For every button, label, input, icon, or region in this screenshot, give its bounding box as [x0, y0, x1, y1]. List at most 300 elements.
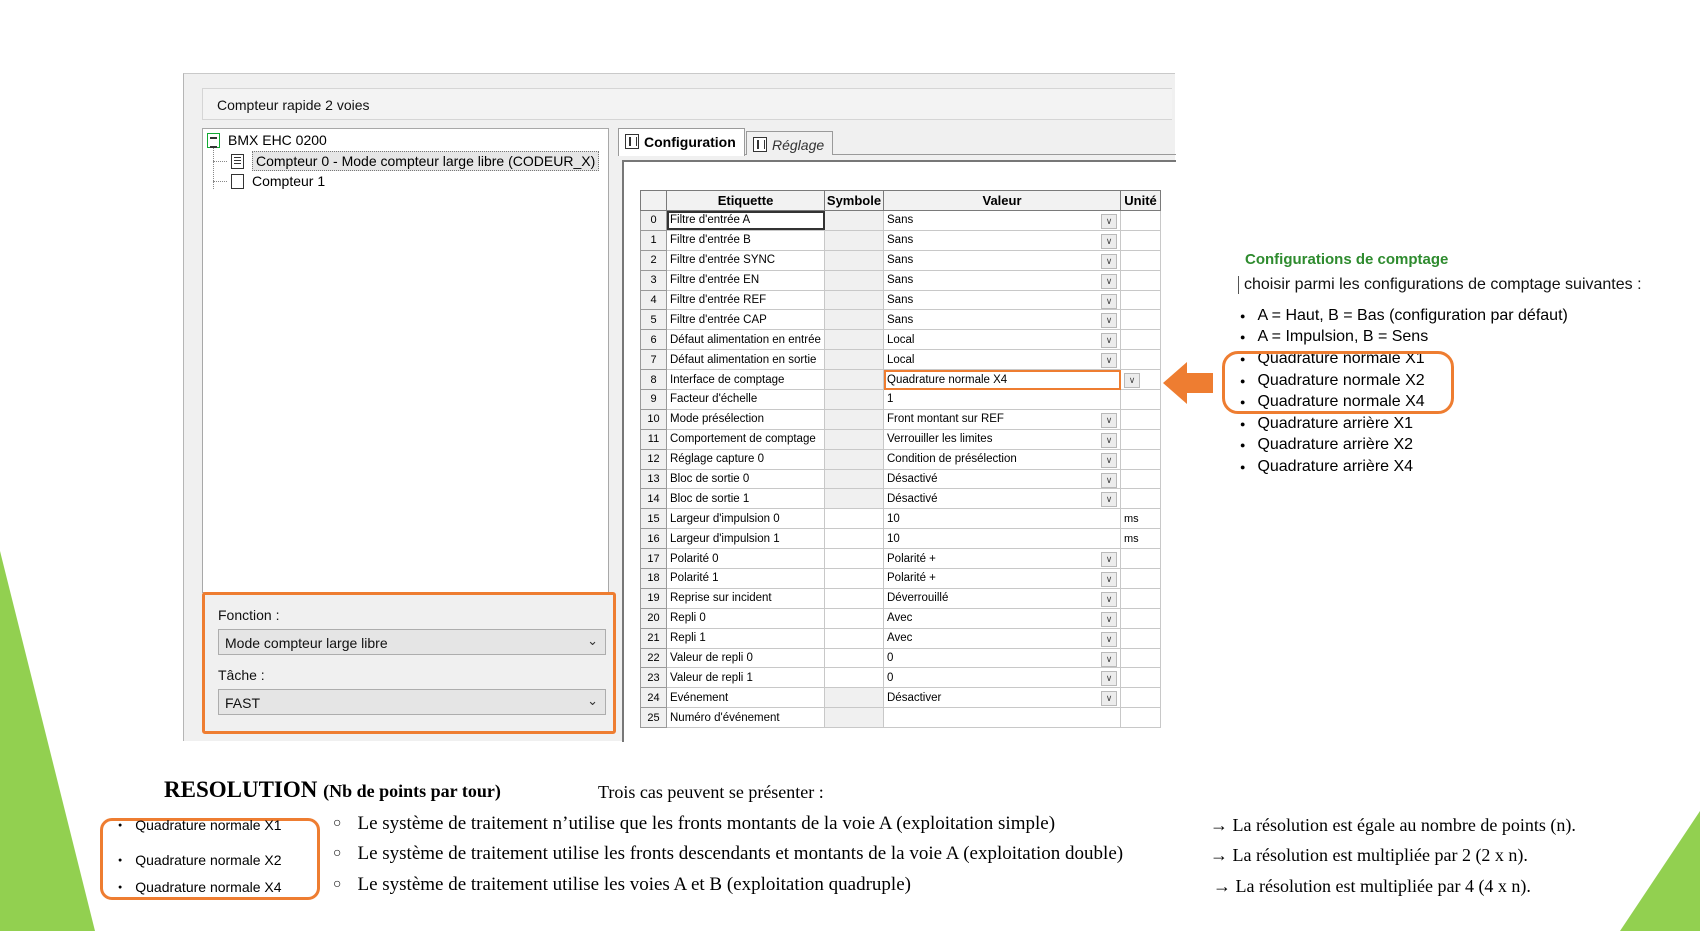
table-row[interactable]	[641, 469, 1161, 489]
list-item: ● Quadrature normale X1	[118, 817, 282, 833]
etiquette-cell[interactable]	[667, 469, 825, 489]
list-item: ● Quadrature normale X1	[1240, 348, 1568, 370]
etiquette-cell-text: Filtre d'entrée EN	[670, 274, 760, 287]
table-row[interactable]	[641, 290, 1161, 310]
case-item	[333, 843, 1123, 865]
table-row[interactable]	[641, 648, 1161, 668]
parameter-table	[640, 190, 1161, 728]
valeur-cell-text: 0	[887, 652, 894, 665]
row-index-cell-text: 7	[650, 353, 657, 366]
etiquette-cell[interactable]	[667, 270, 825, 290]
dropdown-chevron-icon[interactable]: ∨	[1101, 294, 1117, 309]
fonction-select[interactable]	[218, 629, 606, 655]
valeur-cell[interactable]	[884, 549, 1121, 569]
etiquette-cell[interactable]	[667, 708, 825, 728]
symbole-cell[interactable]	[825, 708, 884, 728]
row-index-cell-text: 10	[647, 413, 660, 426]
unite-cell	[1121, 330, 1161, 350]
etiquette-cell[interactable]	[667, 330, 825, 350]
row-index-cell-text: 17	[647, 552, 660, 565]
etiquette-cell[interactable]	[667, 409, 825, 429]
table-row[interactable]	[641, 569, 1161, 589]
valeur-cell[interactable]	[884, 211, 1121, 231]
etiquette-cell[interactable]	[667, 449, 825, 469]
etiquette-cell[interactable]	[667, 290, 825, 310]
row-index-cell	[641, 390, 667, 410]
etiquette-cell[interactable]	[667, 569, 825, 589]
etiquette-cell-text: Repli 1	[670, 632, 706, 645]
row-index-cell-text: 6	[650, 333, 657, 346]
dropdown-chevron-icon[interactable]: ∨	[1101, 572, 1117, 587]
valeur-cell-text: Sans	[887, 254, 914, 267]
row-index-cell	[641, 270, 667, 290]
etiquette-cell-text: Comportement de comptage	[670, 433, 816, 446]
valeur-cell[interactable]	[884, 489, 1121, 509]
etiquette-cell-text: Valeur de repli 1	[670, 671, 753, 684]
valeur-cell[interactable]	[884, 509, 1121, 529]
table-row[interactable]	[641, 608, 1161, 628]
etiquette-cell[interactable]	[667, 350, 825, 370]
row-index-cell-text: 20	[647, 612, 660, 625]
unite-cell	[1121, 648, 1161, 668]
dropdown-chevron-icon[interactable]: ∨	[1101, 214, 1117, 229]
fonction-value: Mode compteur large libre	[225, 635, 388, 651]
row-index-cell-text: 16	[647, 532, 660, 545]
etiquette-cell-text: Numéro d'événement	[670, 711, 780, 724]
tree-root-label: BMX EHC 0200	[228, 132, 327, 148]
valeur-cell-text: Verrouiller les limites	[887, 433, 993, 446]
symbole-cell[interactable]	[825, 549, 884, 569]
row-index-cell-text: 12	[647, 453, 660, 466]
unite-cell	[1121, 310, 1161, 330]
row-index-cell	[641, 668, 667, 688]
valeur-cell[interactable]	[884, 270, 1121, 290]
row-index-cell-text: 24	[647, 691, 660, 704]
table-row[interactable]	[641, 429, 1161, 449]
dropdown-chevron-icon[interactable]: ∨	[1101, 652, 1117, 667]
col-header-etiquette[interactable]: Etiquette	[667, 191, 825, 211]
table-row[interactable]	[641, 350, 1161, 370]
symbole-cell[interactable]	[825, 409, 884, 429]
dropdown-chevron-icon[interactable]: ∨	[1101, 254, 1117, 269]
etiquette-cell-text: Défaut alimentation en entrée	[670, 333, 821, 346]
etiquette-cell[interactable]	[667, 489, 825, 509]
tree-item-label: Compteur 1	[252, 173, 326, 189]
unite-cell	[1121, 569, 1161, 589]
etiquette-cell[interactable]	[667, 509, 825, 529]
symbole-cell[interactable]	[825, 250, 884, 270]
col-header-symbole[interactable]: Symbole	[825, 191, 884, 211]
table-row[interactable]	[641, 529, 1161, 549]
symbole-cell[interactable]	[825, 370, 884, 390]
unite-cell	[1121, 409, 1161, 429]
configuration-panel	[622, 160, 1176, 742]
tab-reglage[interactable]	[746, 131, 833, 155]
valeur-cell-text: 10	[887, 512, 900, 525]
etiquette-cell-text: Repli 0	[670, 612, 706, 625]
reglage-icon	[753, 137, 767, 152]
table-row[interactable]	[641, 409, 1161, 429]
valeur-cell[interactable]	[884, 330, 1121, 350]
dropdown-chevron-icon[interactable]: ∨	[1101, 413, 1117, 428]
row-index-cell-text: 19	[647, 592, 660, 605]
etiquette-cell[interactable]	[667, 230, 825, 250]
unite-cell	[1121, 688, 1161, 708]
tab-label: Réglage	[772, 137, 825, 153]
unite-cell	[1121, 449, 1161, 469]
tache-value: FAST	[225, 695, 261, 711]
row-index-cell	[641, 230, 667, 250]
table-row[interactable]	[641, 489, 1161, 509]
unite-cell	[1121, 628, 1161, 648]
etiquette-cell-text: Facteur d'échelle	[670, 393, 758, 406]
function-task-panel	[202, 592, 616, 734]
valeur-cell[interactable]	[884, 370, 1136, 390]
symbole-cell[interactable]	[825, 310, 884, 330]
table-row[interactable]	[641, 668, 1161, 688]
dropdown-chevron-icon[interactable]: ∨	[1101, 274, 1117, 289]
row-index-cell	[641, 648, 667, 668]
list-item: ● A = Impulsion, B = Sens	[1240, 327, 1568, 349]
row-index-cell	[641, 569, 667, 589]
symbole-cell[interactable]	[825, 350, 884, 370]
etiquette-cell[interactable]	[667, 370, 825, 390]
list-item: ● Quadrature normale X4	[1240, 391, 1568, 413]
result-text: → La résolution est multipliée par 2 (2 x n).	[1210, 845, 1528, 865]
unite-cell	[1121, 529, 1161, 549]
row-index-cell-text: 21	[647, 632, 660, 645]
etiquette-cell[interactable]	[667, 429, 825, 449]
row-index-cell-text: 15	[647, 512, 660, 525]
dialog-header	[202, 88, 1172, 120]
unite-cell	[1121, 230, 1161, 250]
tache-select[interactable]	[218, 689, 606, 715]
quadrature-highlight-box	[1222, 351, 1454, 414]
col-header-index	[641, 191, 667, 211]
tab-configuration[interactable]	[618, 128, 745, 156]
dropdown-chevron-icon[interactable]: ∨	[1101, 691, 1117, 706]
unite-cell	[1121, 270, 1161, 290]
arrow-left-icon	[1163, 358, 1213, 408]
table-row[interactable]	[641, 509, 1161, 529]
table-row[interactable]	[641, 688, 1161, 708]
etiquette-cell[interactable]	[667, 390, 825, 410]
unite-cell	[1121, 390, 1161, 410]
valeur-cell[interactable]	[884, 708, 1121, 728]
valeur-cell-text: Local	[887, 333, 915, 346]
tree-root[interactable]	[207, 132, 327, 148]
col-header-unite[interactable]: Unité	[1121, 191, 1161, 211]
table-row[interactable]	[641, 628, 1161, 648]
list-item: ● Quadrature arrière X4	[1240, 456, 1568, 478]
valeur-cell[interactable]	[884, 429, 1121, 449]
tree-item-label: Compteur 0 - Mode compteur large libre (CODEUR_X)	[252, 151, 599, 171]
symbole-cell[interactable]	[825, 648, 884, 668]
row-index-cell	[641, 409, 667, 429]
etiquette-cell-text: Polarité 0	[670, 552, 719, 565]
symbole-cell[interactable]	[825, 390, 884, 410]
valeur-cell-text: Sans	[887, 214, 914, 227]
symbole-cell[interactable]	[825, 469, 884, 489]
unite-cell	[1121, 608, 1161, 628]
valeur-cell-text: Front montant sur REF	[887, 413, 1004, 426]
etiquette-cell[interactable]	[667, 310, 825, 330]
symbole-cell[interactable]	[825, 608, 884, 628]
symbole-cell[interactable]	[825, 688, 884, 708]
dropdown-chevron-icon[interactable]: ∨	[1101, 492, 1117, 507]
row-index-cell	[641, 350, 667, 370]
valeur-cell[interactable]	[884, 350, 1121, 370]
etiquette-cell-text: Polarité 1	[670, 572, 719, 585]
list-item: ● Quadrature normale X2	[118, 852, 282, 868]
table-row[interactable]	[641, 250, 1161, 270]
dropdown-chevron-icon[interactable]: ∨	[1101, 552, 1117, 567]
valeur-cell[interactable]	[884, 529, 1121, 549]
unite-cell	[1121, 429, 1161, 449]
row-index-cell	[641, 688, 667, 708]
table-header-row	[641, 191, 1161, 211]
unite-cell	[1121, 211, 1161, 231]
valeur-cell[interactable]	[884, 290, 1121, 310]
unite-cell	[1121, 489, 1161, 509]
valeur-cell-text: Sans	[887, 274, 914, 287]
table-row[interactable]	[641, 270, 1161, 290]
dropdown-chevron-icon[interactable]: ∨	[1124, 373, 1140, 388]
unite-cell	[1121, 668, 1161, 688]
etiquette-cell[interactable]	[667, 250, 825, 270]
etiquette-cell-text: Mode présélection	[670, 413, 764, 426]
table-row[interactable]	[641, 310, 1161, 330]
table-row[interactable]	[641, 330, 1161, 350]
col-header-valeur[interactable]: Valeur	[884, 191, 1121, 211]
symbole-cell[interactable]	[825, 489, 884, 509]
dropdown-chevron-icon[interactable]: ∨	[1101, 612, 1117, 627]
dropdown-chevron-icon[interactable]: ∨	[1101, 632, 1117, 647]
table-body	[641, 211, 1161, 728]
etiquette-cell[interactable]	[667, 688, 825, 708]
table-row[interactable]	[641, 230, 1161, 250]
row-index-cell-text: 18	[647, 572, 660, 585]
circle-bullet-icon: ○	[333, 816, 342, 831]
dropdown-chevron-icon[interactable]: ∨	[1101, 313, 1117, 328]
symbole-cell[interactable]	[825, 509, 884, 529]
row-index-cell-text: 9	[650, 393, 657, 406]
list-item: ● Quadrature normale X2	[1240, 370, 1568, 392]
valeur-cell[interactable]	[884, 230, 1121, 250]
valeur-cell[interactable]	[884, 409, 1121, 429]
valeur-cell-text: Sans	[887, 313, 914, 326]
etiquette-cell[interactable]	[667, 668, 825, 688]
valeur-cell-text: Avec	[887, 612, 913, 625]
valeur-cell[interactable]	[884, 390, 1121, 410]
valeur-cell[interactable]	[884, 250, 1121, 270]
counting-config-intro: choisir parmi les configurations de comptage suivantes :	[1238, 276, 1642, 294]
list-item: ● Quadrature arrière X1	[1240, 413, 1568, 435]
cases-intro: Trois cas peuvent se présenter :	[598, 782, 824, 802]
valeur-cell[interactable]	[884, 648, 1121, 668]
module-tree	[202, 128, 609, 593]
row-index-cell	[641, 708, 667, 728]
chevron-down-icon: ⌄	[587, 633, 598, 648]
valeur-cell[interactable]	[884, 688, 1121, 708]
case-text: Le système de traitement utilise les fronts descendants et montants de la voie A (exploitation double)	[357, 843, 1124, 864]
row-index-cell-text: 11	[647, 433, 660, 446]
row-index-cell	[641, 549, 667, 569]
row-index-cell	[641, 449, 667, 469]
symbole-cell[interactable]	[825, 588, 884, 608]
document-icon	[231, 174, 244, 189]
symbole-cell[interactable]	[825, 290, 884, 310]
list-item: ● A = Haut, B = Bas (configuration par défaut)	[1240, 305, 1568, 327]
unite-cell-text: ms	[1124, 532, 1139, 545]
dropdown-chevron-icon[interactable]: ∨	[1101, 473, 1117, 488]
fonction-label: Fonction :	[218, 607, 280, 623]
case-text: Le système de traitement utilise les voies A et B (exploitation quadruple)	[357, 874, 911, 895]
etiquette-cell-text: Filtre d'entrée REF	[670, 294, 767, 306]
valeur-cell[interactable]	[884, 469, 1121, 489]
unite-cell	[1121, 250, 1161, 270]
result-text: → La résolution est multipliée par 4 (4 x n).	[1213, 876, 1531, 896]
dropdown-chevron-icon[interactable]: ∨	[1101, 433, 1117, 448]
table-row[interactable]	[641, 549, 1161, 569]
valeur-cell-text: Local	[887, 353, 915, 366]
etiquette-cell-text: Filtre d'entrée A	[670, 214, 751, 227]
symbole-cell[interactable]	[825, 270, 884, 290]
counting-config-title: Configurations de comptage	[1245, 251, 1449, 268]
dropdown-chevron-icon[interactable]: ∨	[1101, 671, 1117, 686]
unite-cell	[1121, 509, 1161, 529]
row-index-cell-text: 22	[647, 652, 660, 665]
table-row[interactable]	[641, 211, 1161, 231]
dropdown-chevron-icon[interactable]: ∨	[1101, 453, 1117, 468]
resolution-subtitle: (Nb de points par tour)	[323, 781, 501, 801]
row-index-cell-text: 13	[647, 473, 660, 486]
valeur-cell-text: 10	[887, 532, 900, 545]
valeur-cell[interactable]	[884, 628, 1121, 648]
valeur-cell-text: Polarité +	[887, 572, 936, 585]
row-index-cell	[641, 310, 667, 330]
etiquette-cell-text: Bloc de sortie 1	[670, 492, 750, 505]
table-row[interactable]	[641, 588, 1161, 608]
valeur-cell-text: Désactivé	[887, 492, 938, 505]
symbole-cell[interactable]	[825, 628, 884, 648]
dropdown-chevron-icon[interactable]: ∨	[1101, 592, 1117, 607]
valeur-cell-text: Déverrouillé	[887, 592, 949, 605]
dropdown-chevron-icon[interactable]: ∨	[1101, 333, 1117, 348]
circle-bullet-icon: ○	[333, 877, 342, 892]
unite-cell	[1121, 290, 1161, 310]
etiquette-cell-text: Filtre d'entrée CAP	[670, 313, 767, 326]
etiquette-cell-text: Valeur de repli 0	[670, 652, 753, 665]
tree-item-compteur-1[interactable]	[231, 173, 325, 189]
row-index-cell	[641, 429, 667, 449]
unite-cell	[1121, 350, 1161, 370]
symbole-cell[interactable]	[825, 569, 884, 589]
symbole-cell[interactable]	[825, 668, 884, 688]
symbole-cell[interactable]	[825, 449, 884, 469]
dropdown-chevron-icon[interactable]: ∨	[1101, 353, 1117, 368]
row-index-cell	[641, 290, 667, 310]
valeur-cell-text: Polarité +	[887, 552, 936, 565]
table-row[interactable]	[641, 449, 1161, 469]
row-index-cell-text: 4	[650, 294, 657, 306]
etiquette-cell-text: Filtre d'entrée B	[670, 234, 751, 247]
valeur-cell[interactable]	[884, 310, 1121, 330]
valeur-cell-text: 1	[887, 393, 894, 406]
table-row[interactable]	[641, 370, 1161, 390]
counter-config-dialog	[183, 73, 1175, 741]
row-index-cell	[641, 211, 667, 231]
symbole-cell[interactable]	[825, 429, 884, 449]
symbole-cell[interactable]	[825, 211, 884, 231]
valeur-cell[interactable]	[884, 569, 1121, 589]
etiquette-cell-text: Reprise sur incident	[670, 592, 772, 605]
unite-cell	[1121, 708, 1161, 728]
etiquette-cell-text: Largeur d'impulsion 0	[670, 512, 780, 525]
etiquette-cell[interactable]	[667, 529, 825, 549]
resolution-title: RESOLUTION	[164, 777, 318, 802]
case-item	[333, 813, 1055, 835]
valeur-cell-text: Condition de présélection	[887, 453, 1017, 466]
symbole-cell[interactable]	[825, 230, 884, 250]
row-index-cell-text: 23	[647, 671, 660, 684]
etiquette-cell[interactable]	[667, 211, 825, 231]
row-index-cell	[641, 469, 667, 489]
valeur-cell[interactable]	[884, 608, 1121, 628]
symbole-cell[interactable]	[825, 330, 884, 350]
valeur-cell[interactable]	[884, 668, 1121, 688]
row-index-cell	[641, 489, 667, 509]
list-item: ● Quadrature arrière X2	[1240, 435, 1568, 457]
tree-item-compteur-0[interactable]	[231, 151, 599, 171]
unite-cell	[1121, 588, 1161, 608]
valeur-cell-text: Sans	[887, 294, 914, 306]
dropdown-chevron-icon[interactable]: ∨	[1101, 234, 1117, 249]
tache-label: Tâche :	[218, 667, 265, 683]
etiquette-cell-text: Evénement	[670, 691, 729, 704]
table-row[interactable]	[641, 390, 1161, 410]
row-index-cell-text: 5	[650, 313, 657, 326]
valeur-cell-text: Sans	[887, 234, 914, 247]
unite-cell	[1121, 549, 1161, 569]
dialog-title: Compteur rapide 2 voies	[217, 97, 370, 113]
valeur-cell[interactable]	[884, 588, 1121, 608]
row-index-cell	[641, 330, 667, 350]
circle-bullet-icon: ○	[333, 846, 342, 861]
etiquette-cell[interactable]	[667, 608, 825, 628]
chevron-down-icon: ⌄	[587, 693, 598, 708]
valeur-cell-text: Désactivé	[887, 473, 938, 486]
etiquette-cell[interactable]	[667, 648, 825, 668]
etiquette-cell[interactable]	[667, 628, 825, 648]
tabs-pane	[618, 128, 1176, 742]
etiquette-cell[interactable]	[667, 549, 825, 569]
decorative-green-triangle-left	[0, 551, 95, 931]
row-index-cell-text: 1	[650, 234, 657, 247]
etiquette-cell[interactable]	[667, 588, 825, 608]
unite-cell	[1121, 469, 1161, 489]
row-index-cell	[641, 529, 667, 549]
etiquette-cell-text: Bloc de sortie 0	[670, 473, 750, 486]
case-item	[333, 874, 911, 896]
symbole-cell[interactable]	[825, 529, 884, 549]
row-index-cell	[641, 628, 667, 648]
etiquette-cell-text: Réglage capture 0	[670, 453, 764, 466]
valeur-cell[interactable]	[884, 449, 1121, 469]
table-row[interactable]	[641, 708, 1161, 728]
module-icon	[207, 133, 220, 148]
etiquette-cell-text: Largeur d'impulsion 1	[670, 532, 780, 545]
